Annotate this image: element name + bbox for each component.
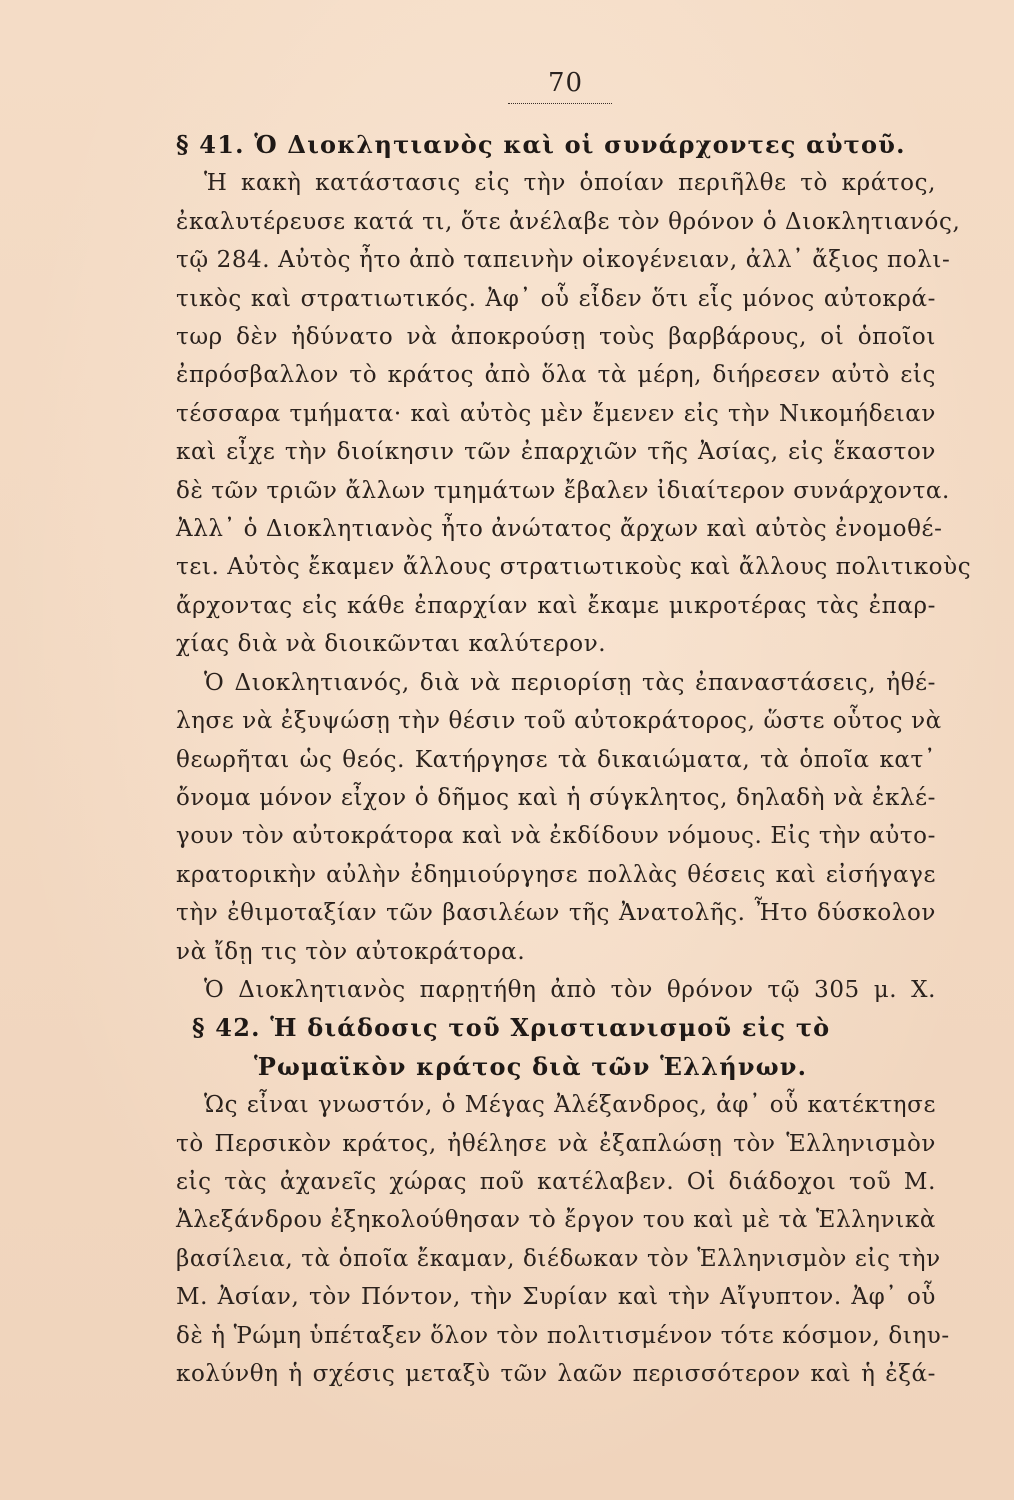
section-41-paragraph-3 (176, 971, 936, 1009)
page-text (176, 126, 972, 1393)
text-line: κρατορικὴν αὐλὴν ἐδημιούργησε πολλὰς θέσεις καὶ εἰσήγαγε (176, 861, 936, 888)
page-number: 70 (548, 68, 584, 98)
text-line: Ἀλεξάνδρου ἐξηκολούθησαν τὸ ἔργον του καὶ μὲ τὰ Ἑλληνικὰ (176, 1207, 936, 1234)
text-line: Ὡς εἶναι γνωστόν, ὁ Μέγας Ἀλέξανδρος, ἀφ᾽ οὗ κατέκτησε (204, 1092, 936, 1119)
text-line: τέσσαρα τμήματα· καὶ αὐτὸς μὲν ἔμενεν εἰς τὴν Νικομήδειαν (176, 400, 936, 427)
section-41-paragraph-2 (176, 664, 936, 702)
section-41-heading: § 41. Ὁ Διοκλητιανὸς καὶ οἱ συνάρχοντες αὐτοῦ. (176, 130, 906, 159)
text-line: ἐπρόσβαλλον τὸ κράτος ἀπὸ ὅλα τὰ μέρη, διήρεσεν αὐτὸ εἰς (176, 362, 936, 389)
text-line: τωρ δὲν ἠδύνατο νὰ ἀποκρούσῃ τοὺς βαρβάρους, οἱ ὁποῖοι (176, 324, 936, 351)
section-42-heading: § 42. Ἡ διάδοσις τοῦ Χριστιανισμοῦ εἰς τὸ (192, 1013, 831, 1043)
section-42-heading-continued: Ῥωμαϊκὸν κράτος διὰ τῶν Ἑλλήνων. (254, 1051, 808, 1081)
section-41-paragraph-1 (176, 164, 936, 202)
text-line: θεωρῆται ὡς θεός. Κατήργησε τὰ δικαιώματα, τὰ ὁποῖα κατ᾽ (176, 746, 936, 773)
text-line: εἰς τὰς ἀχανεῖς χώρας ποῦ κατέλαβεν. Οἱ διάδοχοι τοῦ Μ. (176, 1168, 936, 1195)
text-line: χίας διὰ νὰ διοικῶνται καλύτερον. (176, 631, 607, 658)
text-line: ὄνομα μόνον εἶχον ὁ δῆμος καὶ ἡ σύγκλητος, δηλαδὴ νὰ ἐκλέ- (176, 784, 936, 811)
text-line: γουν τὸν αὐτοκράτορα καὶ νὰ ἐκδίδουν νόμους. Εἰς τὴν αὐτο- (176, 823, 936, 850)
text-line: τει. Αὐτὸς ἔκαμεν ἄλλους στρατιωτικοὺς καὶ ἄλλους πολιτικοὺς (176, 554, 972, 581)
section-42-paragraph-1 (176, 1086, 936, 1124)
text-line: Ἀλλ᾽ ὁ Διοκλητιανὸς ἦτο ἀνώτατος ἄρχων καὶ αὐτὸς ἐνομοθέ- (176, 516, 943, 543)
text-line: δὲ τῶν τριῶν ἄλλων τμημάτων ἔβαλεν ἰδιαίτερον συνάρχοντα. (176, 477, 950, 504)
text-line: κολύνθη ἡ σχέσις μεταξὺ τῶν λαῶν περισσότερον καὶ ἡ ἐξά- (176, 1361, 936, 1387)
page-number-rule (508, 103, 612, 104)
text-line: τὴν ἐθιμοταξίαν τῶν βασιλέων τῆς Ἀνατολῆς. Ἦτο δύσκολον (176, 900, 936, 927)
text-line: Ὁ Διοκλητιανός, διὰ νὰ περιορίσῃ τὰς ἐπαναστάσεις, ἠθέ- (204, 669, 936, 696)
text-line: Ἡ κακὴ κατάστασις εἰς τὴν ὁποίαν περιῆλθε τὸ κράτος, (204, 170, 936, 197)
text-line: τὸ Περσικὸν κράτος, ἠθέλησε νὰ ἐξαπλώσῃ τὸν Ἑλληνισμὸν (176, 1130, 936, 1157)
text-line: καὶ εἶχε τὴν διοίκησιν τῶν ἐπαρχιῶν τῆς Ἀσίας, εἰς ἕκαστον (176, 439, 936, 466)
text-line: δὲ ἡ Ῥώμη ὑπέταξεν ὅλον τὸν πολιτισμένον τότε κόσμον, διηυ- (176, 1322, 950, 1349)
text-line: ἐκαλυτέρευσε κατά τι, ὅτε ἀνέλαβε τὸν θρόνον ὁ Διοκλητιανός, (176, 208, 961, 235)
text-line: λησε νὰ ἐξυψώσῃ τὴν θέσιν τοῦ αὐτοκράτορος, ὥστε οὗτος νὰ (176, 708, 942, 735)
text-line: νὰ ἴδῃ τις τὸν αὐτοκράτορα. (176, 938, 526, 965)
text-line: Μ. Ἀσίαν, τὸν Πόντον, τὴν Συρίαν καὶ τὴν Αἴγυπτον. Ἀφ᾽ οὗ (176, 1284, 936, 1311)
text-line: Ὁ Διοκλητιανὸς παρῃτήθη ἀπὸ τὸν θρόνον τῷ 305 μ. Χ. (204, 976, 936, 1003)
text-line: ἄρχοντας εἰς κάθε ἐπαρχίαν καὶ ἔκαμε μικροτέρας τὰς ἐπαρ- (176, 592, 936, 619)
text-line: βασίλεια, τὰ ὁποῖα ἔκαμαν, διέδωκαν τὸν Ἑλληνισμὸν εἰς τὴν (176, 1245, 941, 1272)
text-line: τικὸς καὶ στρατιωτικός. Ἀφ᾽ οὗ εἶδεν ὅτι εἷς μόνος αὐτοκρά- (176, 285, 936, 312)
text-line: τῷ 284. Αὐτὸς ἦτο ἀπὸ ταπεινὴν οἰκογένειαν, ἀλλ᾽ ἄξιος πολι- (176, 247, 951, 274)
